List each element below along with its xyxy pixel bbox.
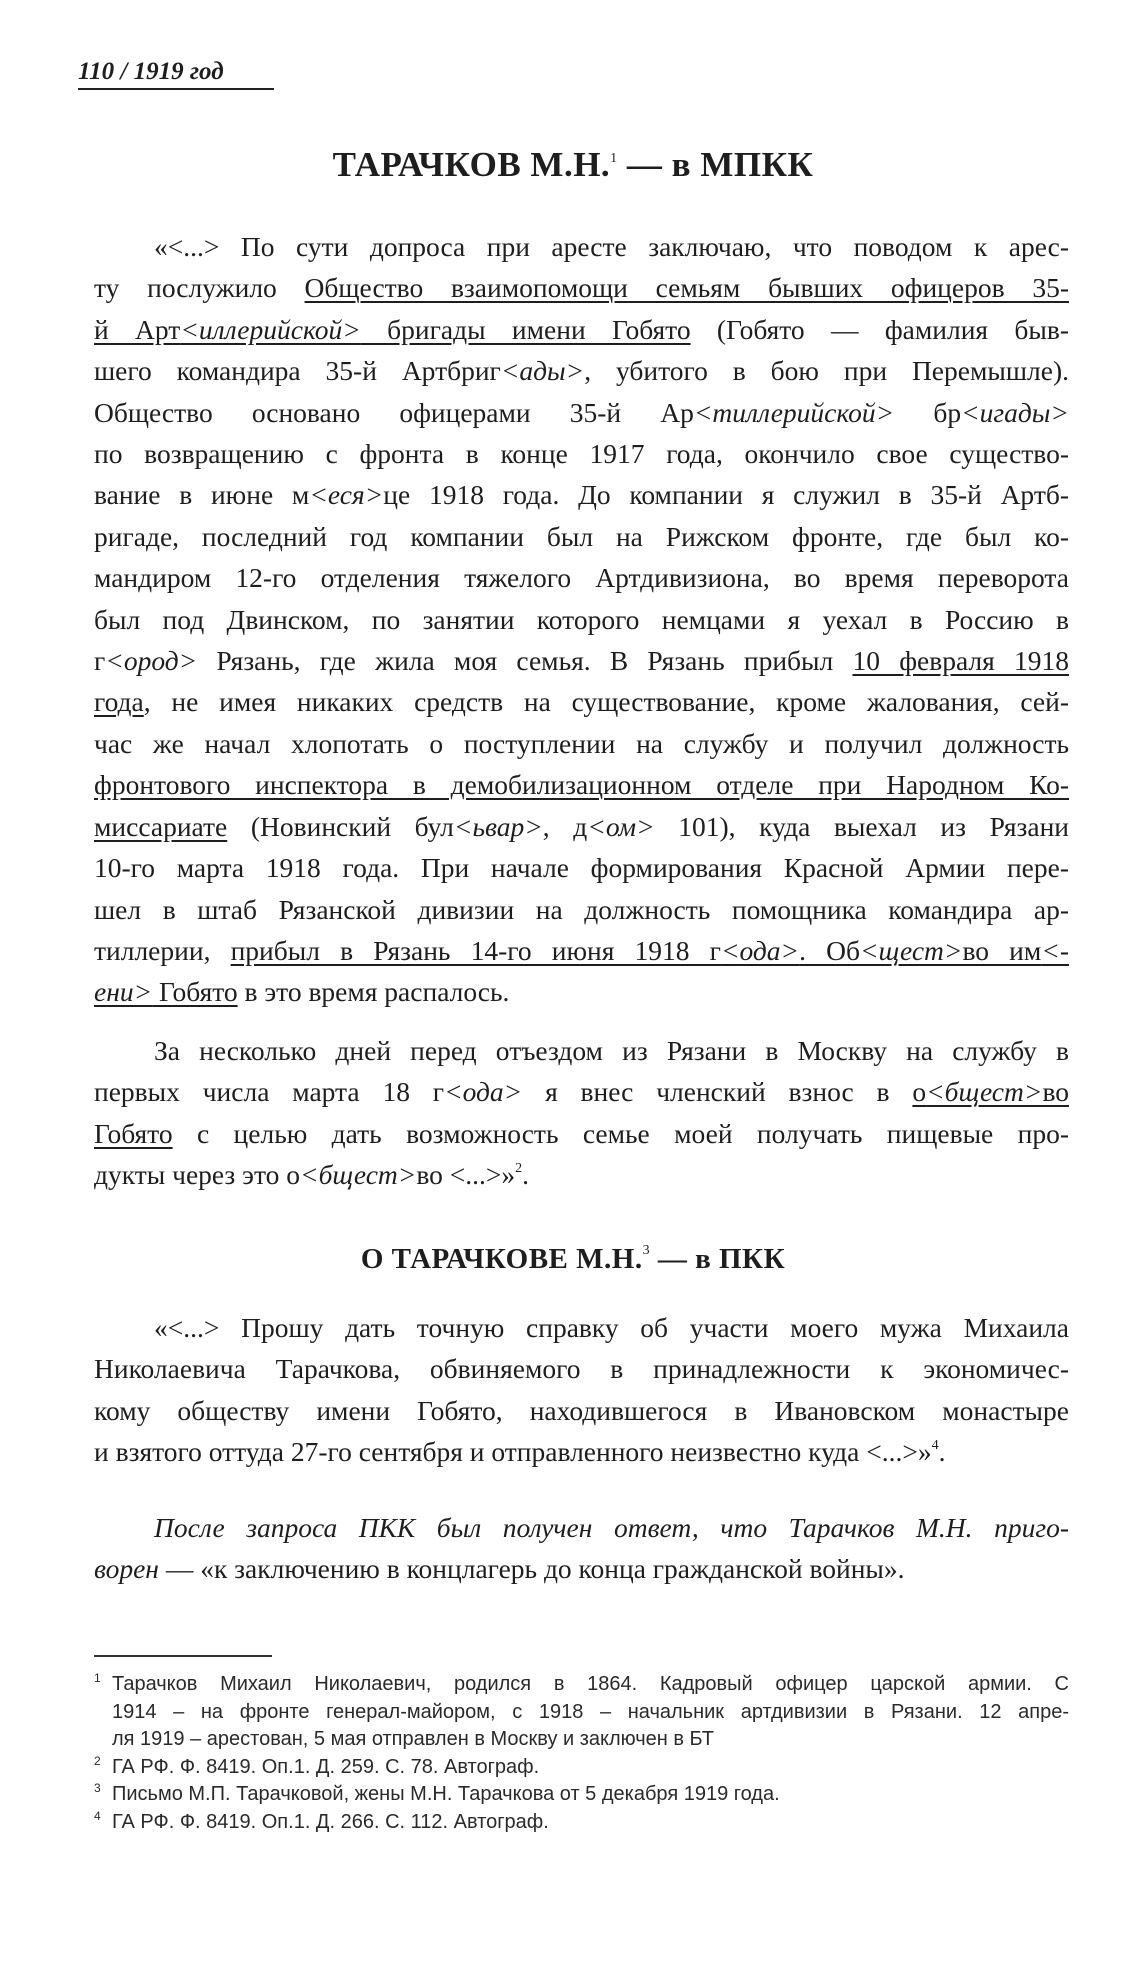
text-run: «<...> По сути допроса при аресте заключаю, что поводом к арес-: [154, 231, 1069, 262]
title-main: ТАРАЧКОВ М.Н.: [332, 145, 611, 184]
italic-insertion: <еся>: [309, 479, 384, 511]
italic-insertion: ени>: [94, 976, 153, 1008]
text-run: , д: [542, 810, 588, 842]
text-line: [94, 1307, 1069, 1348]
text-run: Рязань, где жила моя семья. В Рязань прибыл: [197, 645, 853, 677]
footnote-1: 1 Тарачков Михаил Николаевич, родился в 1864. Кадровый офицер царской армии. С 1914 – на фронте генерал-майором, с 1918 – начальник артдивизии в Рязани. 12 апре- ля 1919 – арестован, 5 мая отправлен в Москву и заключен в БТ: [94, 1671, 1069, 1750]
text-line: [94, 681, 1069, 722]
italic-insertion: <щест>: [860, 934, 963, 966]
text-line: [94, 1507, 1069, 1548]
section-title-tarachkov-mpkk: [0, 145, 1146, 185]
text-line: [94, 267, 1069, 308]
text-run: г: [94, 645, 106, 677]
footnote-text: ГА РФ. Ф. 8419. Оп.1. Д. 259. С. 78. Автограф.: [112, 1755, 540, 1778]
italic-insertion: <бщест>: [926, 1076, 1043, 1108]
text-line: [94, 474, 1069, 515]
text-line: [94, 1154, 1069, 1195]
footnote-text: 1914 – на фронте генерал-майором, с 1918 – начальник артдивизии в Рязани. 12 апре-: [112, 1700, 1069, 1723]
text-run: первых числа марта 18 г: [94, 1076, 445, 1108]
text-run: и взятого оттуда 27-го сентября и отправленного неизвестно куда <...>»: [94, 1436, 932, 1468]
underlined-text: года: [94, 686, 144, 718]
text-line: [94, 1113, 1069, 1154]
underlined-text: Общество взаимопомощи семьям бывших офицеров 35-: [304, 272, 1069, 304]
italic-insertion: <ьвар>: [453, 810, 543, 842]
text-line: [94, 350, 1069, 391]
text-run: — «к заключению в концлагерь до конца гражданской войны».: [158, 1553, 905, 1585]
text-line: [94, 889, 1069, 930]
text-run: шел в штаб Рязанской дивизии на должность помощника командира ар-: [94, 893, 1069, 925]
title-footnote-ref: 3: [642, 1243, 651, 1258]
text-line: [94, 1348, 1069, 1389]
text-run: 10-го марта 1918 года. При начале формирования Красной Армии пере-: [94, 852, 1069, 884]
text-line: [94, 1431, 1069, 1472]
underlined-text: о: [912, 1076, 927, 1108]
text-line: [94, 557, 1069, 598]
text-line: [94, 392, 1069, 433]
italic-insertion: <-: [1041, 934, 1069, 966]
text-run: шего командира 35-й Артбриг: [94, 355, 501, 387]
text-run: кому обществу имени Гобято, находившегося в Ивановском монастыре: [94, 1394, 1069, 1426]
text-run: тиллерии,: [94, 934, 231, 966]
text-line: [94, 1548, 1069, 1589]
text-run: был под Двинском, по занятии которого немцами я уехал в Россию в: [94, 603, 1069, 635]
text-run: я внес членский взнос в: [522, 1076, 913, 1108]
text-run: Общество основано офицерами 35-й Ар: [94, 396, 694, 428]
italic-text: После запроса ПКК был получен ответ, что Тарачков М.Н. приго-: [154, 1512, 1069, 1543]
footnote-text: Тарачков Михаил Николаевич, родился в 1864. Кадровый офицер царской армии. С: [112, 1673, 1069, 1695]
title-footnote-ref: 1: [610, 151, 618, 166]
paragraph-wife-request: [94, 1307, 1069, 1473]
italic-insertion: <бщест>: [300, 1159, 417, 1191]
text-run: , убитого в бою при Перемышле).: [584, 355, 1069, 387]
text-line: [94, 971, 1069, 1012]
underlined-text: во им: [962, 934, 1042, 966]
text-run: во <...>»: [416, 1159, 516, 1191]
text-run: Николаевича Тарачкова, обвиняемого в принадлежности к экономичес-: [94, 1353, 1069, 1385]
italic-insertion: <ады>: [500, 355, 585, 387]
text-run: мандиром 12-го отделения тяжелого Артдивизиона, во время переворота: [94, 562, 1069, 594]
title-rest: — в МПКК: [617, 145, 814, 184]
italic-insertion: <ода>: [720, 934, 800, 966]
text-run: 101), куда выехал из Рязани: [654, 810, 1069, 842]
text-run: в это время распалось.: [237, 976, 510, 1008]
footnotes: [94, 1671, 1069, 1836]
footnote-text: ГА РФ. Ф. 8419. Оп.1. Д. 266. С. 112. Автограф.: [112, 1810, 549, 1833]
text-run: по возвращению с фронта в конце 1917 года, окончило свое существо-: [94, 438, 1069, 470]
underlined-text: 10 февраля 1918: [852, 645, 1069, 677]
paragraph-pkk-reply: [94, 1507, 1069, 1590]
footnote-text: Письмо М.П. Тарачковой, жены М.Н. Тарачкова от 5 декабря 1919 года.: [112, 1783, 780, 1805]
text-run: ригаде, последний год компании был на Рижском фронте, где был ко-: [94, 520, 1069, 552]
text-line: [94, 516, 1069, 557]
underlined-text: . Об: [799, 934, 860, 966]
running-head: 110 / 1919 год: [78, 58, 274, 90]
footnote-text: ля 1919 – арестован, 5 мая отправлен в Москву и заключен в БТ: [112, 1728, 714, 1750]
text-line: [94, 930, 1069, 971]
title-main: О ТАРАЧКОВЕ М.Н.: [360, 1243, 643, 1275]
italic-insertion: <ород>: [105, 645, 198, 677]
text-line: [94, 433, 1069, 474]
text-run: ту послужило: [94, 272, 305, 304]
text-line: [94, 764, 1069, 805]
underlined-text: прибыл в Рязань 14-го июня 1918 г: [230, 934, 721, 966]
underlined-text: миссариате: [94, 810, 228, 842]
footnote-divider: [94, 1655, 272, 1657]
footnote-ref: 4: [931, 1438, 939, 1454]
underlined-text: во: [1042, 1076, 1069, 1108]
footnote-2: 2 ГА РФ. Ф. 8419. Оп.1. Д. 259. С. 78. Автограф.: [94, 1753, 540, 1778]
text-line: [94, 1071, 1069, 1112]
underlined-text: й Арт: [94, 313, 181, 345]
underlined-text: Гобято: [152, 976, 238, 1008]
text-run: .: [938, 1436, 946, 1468]
text-run: За несколько дней перед отъездом из Рязани в Москву на службу в: [154, 1035, 1069, 1066]
text-line: [94, 1390, 1069, 1431]
text-line: [94, 640, 1069, 681]
text-line: [94, 309, 1069, 350]
text-line: [94, 1030, 1069, 1071]
text-run: час же начал хлопотать о поступлении на службу и получил должность: [94, 727, 1069, 759]
text-line: [94, 847, 1069, 888]
footnote-4: 4 ГА РФ. Ф. 8419. Оп.1. Д. 266. С. 112. Автограф.: [94, 1808, 549, 1833]
section-title-about-tarachkov-pkk: [0, 1243, 1146, 1276]
text-run: вание в июне м: [94, 479, 310, 511]
text-run: с целью дать возможность семье моей получать пищевые про-: [172, 1117, 1069, 1149]
text-line: [94, 806, 1069, 847]
italic-insertion: <игады>: [961, 396, 1069, 428]
footnote-ref: 2: [515, 1161, 523, 1177]
italic-text: ворен: [94, 1553, 159, 1585]
underlined-text: фронтового инспектора в демобилизационном отделе при Народном Ко-: [94, 769, 1069, 801]
text-run: дукты через это о: [94, 1159, 301, 1191]
underlined-text: Гобято: [94, 1117, 173, 1149]
title-rest: — в ПКК: [650, 1243, 786, 1275]
paragraph-testimony: [94, 226, 1069, 1013]
text-run: «<...> Прошу дать точную справку об участи моего мужа Михаила: [154, 1312, 1069, 1343]
italic-insertion: <ода>: [444, 1076, 523, 1108]
text-run: .: [522, 1159, 530, 1191]
text-run: (Гобято — фамилия быв-: [690, 313, 1070, 345]
text-run: це 1918 года. До компании я служил в 35-й Артб-: [383, 479, 1069, 511]
italic-insertion: <тиллерийской>: [693, 396, 895, 428]
text-line: [94, 723, 1069, 764]
paragraph-membership-fee: [94, 1030, 1069, 1196]
text-run: (Новинский бул: [227, 810, 454, 842]
text-run: , не имея никаких средств на существование, кроме жалования, сей-: [143, 686, 1069, 718]
text-line: [94, 599, 1069, 640]
text-line: [94, 226, 1069, 267]
italic-insertion: <иллерийской>: [180, 313, 361, 345]
italic-insertion: <ом>: [587, 810, 655, 842]
text-run: бр: [894, 396, 962, 428]
footnote-3: 3 Письмо М.П. Тарачковой, жены М.Н. Тарачкова от 5 декабря 1919 года.: [94, 1781, 780, 1805]
underlined-text: бригады имени Гобято: [360, 313, 691, 345]
